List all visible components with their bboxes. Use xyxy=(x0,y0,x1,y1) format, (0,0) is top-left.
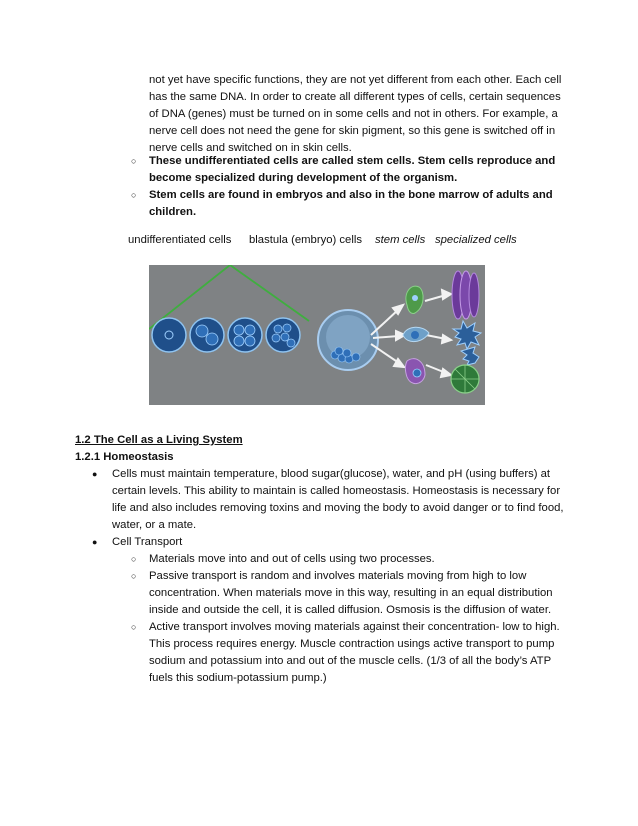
cell-4-part-a xyxy=(274,325,282,333)
homeostasis-line-1: Cells must maintain temperature, blood sugar(glucose), water, and pH (using buffers) at xyxy=(112,468,551,480)
cell-4-part-d xyxy=(281,333,289,341)
intro-line-4: nerve cell does not need the gene for skin pigment, so this gene is switched off in xyxy=(149,125,556,137)
sub-bullet-2-line-3: inside and outside the cell, it is called diffusion. Osmosis is the diffusion of water. xyxy=(149,604,552,616)
sub-bullet-3-line-3: sodium and potassium into and out of the muscle cells. (1/3 of all the body’s ATP xyxy=(149,655,552,667)
intro-line-3: of DNA (genes) must be turned on in some cells and not in others. For example, a xyxy=(149,108,558,120)
cell-3-part-c xyxy=(234,336,244,346)
homeostasis-line-4: water, or a mate. xyxy=(112,519,197,531)
label-blastula-cells: blastula (embryo) cells xyxy=(249,234,363,246)
sub-bullet-1-line-1: Materials move into and out of cells using two processes. xyxy=(149,553,435,565)
bullet-homeostasis-marker: ● xyxy=(92,469,98,479)
stem-bullet-2-line-2: children. xyxy=(149,206,197,218)
stem-bullet-1-marker: ○ xyxy=(131,156,137,166)
cell-transport-label: Cell Transport xyxy=(112,536,183,548)
cell-1 xyxy=(152,318,186,352)
cell-4-part-b xyxy=(283,324,291,332)
sub-bullet-1-marker: ○ xyxy=(131,554,137,564)
cell-4-part-c xyxy=(272,334,280,342)
blastula xyxy=(318,310,378,370)
stem-bullet-2-line-1: Stem cells are found in embryos and also in the bone marrow of adults and xyxy=(149,189,553,201)
cell-3-part-d xyxy=(245,336,255,346)
cell-4-part-e xyxy=(287,339,295,347)
cell-3-part-a xyxy=(234,325,244,335)
intro-line-1: not yet have specific functions, they are not yet different from each other. Each cell xyxy=(149,74,562,86)
cell-2 xyxy=(190,318,224,352)
sub-bullet-3-line-4: fuels this sodium-potassium pump.) xyxy=(149,672,327,684)
stem-bullet-1-line-2: become specialized during development of the organism. xyxy=(149,172,458,184)
sub-bullet-2-line-2: concentration. When materials move in this way, resulting in an equal distribution xyxy=(149,587,553,599)
sub-bullet-3-marker: ○ xyxy=(131,622,137,632)
inner-cell-5 xyxy=(335,347,343,355)
section-heading: 1.2 The Cell as a Living System xyxy=(75,434,243,446)
cell-2-part-a xyxy=(196,325,208,337)
blue-progenitor-nucleus xyxy=(411,331,419,339)
label-undifferentiated-cells: undifferentiated cells xyxy=(128,234,232,246)
inner-cell-4 xyxy=(352,353,360,361)
sub-bullet-2-line-1: Passive transport is random and involves materials moving from high to low xyxy=(149,570,527,582)
intro-line-2: has the same DNA. In order to create all different types of cells, certain sequences xyxy=(149,91,561,103)
sub-bullet-2-marker: ○ xyxy=(131,571,137,581)
label-specialized-cells: specialized cells xyxy=(435,234,517,246)
stem-bullet-2-marker: ○ xyxy=(131,190,137,200)
stem-bullet-1-line-1: These undifferentiated cells are called stem cells. Stem cells reproduce and xyxy=(149,155,556,167)
label-stem-cells: stem cells xyxy=(375,234,426,246)
purple-progenitor-nucleus xyxy=(413,369,421,377)
intro-line-5: nerve cells and switched on in skin cells. xyxy=(149,142,352,154)
sub-bullet-3-line-1: Active transport involves moving materials against their concentration- low to high. xyxy=(149,621,560,633)
cell-3-part-b xyxy=(245,325,255,335)
bullet-cell-transport-marker: ● xyxy=(92,537,98,547)
inner-cell-6 xyxy=(343,349,351,357)
cell-differentiation-figure xyxy=(149,265,485,405)
green-progenitor-nucleus xyxy=(412,295,418,301)
subsection-heading: 1.2.1 Homeostasis xyxy=(75,451,174,463)
homeostasis-line-3: life and also includes removing toxins and moving the body to avoid danger or to find food, xyxy=(112,502,564,514)
homeostasis-line-2: certain levels. This ability to maintain is called homeostasis. Homeostasis is necessary for xyxy=(112,485,561,497)
cell-3 xyxy=(228,318,262,352)
muscle-fiber-3 xyxy=(469,273,479,317)
cell-2-part-b xyxy=(206,333,218,345)
sub-bullet-3-line-2: This process requires energy. Muscle contraction usings active transport to pump xyxy=(149,638,555,650)
